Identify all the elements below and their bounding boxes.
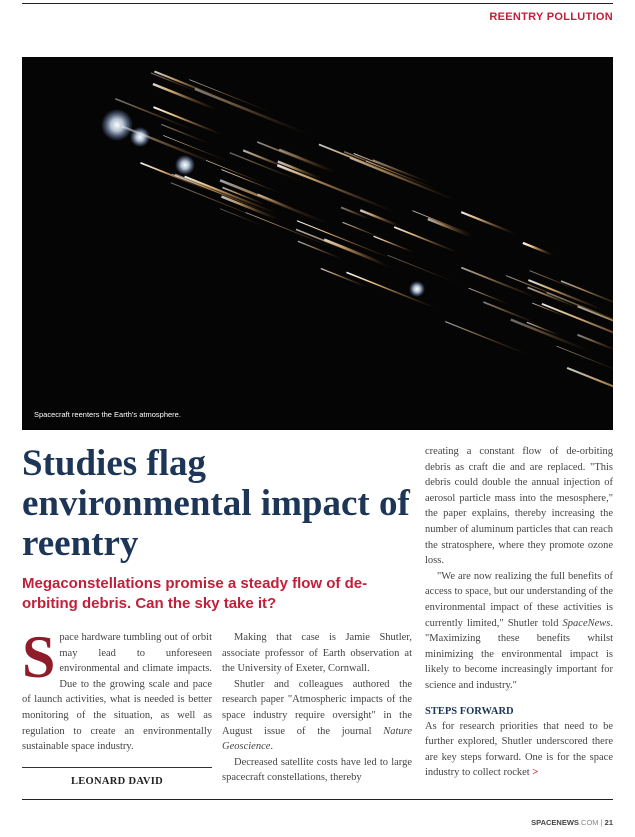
debris-streak: [277, 165, 395, 212]
debris-glow: [409, 281, 425, 297]
columns: [22, 624, 412, 787]
column-2: [222, 630, 412, 787]
debris-streak: [388, 255, 462, 285]
column-1: [22, 624, 212, 787]
page-number: 21: [604, 817, 613, 827]
debris-streak: [428, 219, 473, 237]
debris-streak: [297, 221, 393, 260]
paragraph: [222, 677, 412, 755]
debris-glow: [101, 109, 133, 141]
debris-glow: [175, 155, 195, 175]
subheadline: Megaconstellations promise a steady flow of de-orbiting debris. Can the sky take it?: [22, 575, 368, 612]
debris-streak: [469, 288, 511, 305]
lede-paragraph-container: [22, 624, 212, 755]
debris-streak: [206, 160, 264, 183]
debris-streaks: [22, 57, 613, 430]
publication-name: SpaceNews: [562, 617, 611, 629]
paragraph: [425, 719, 613, 781]
debris-streak: [523, 243, 553, 255]
paragraph-text: .: [270, 741, 274, 753]
debris-streak: [319, 144, 437, 191]
debris-streak: [296, 229, 396, 269]
debris-streak: [578, 306, 613, 349]
article: [22, 444, 613, 787]
debris-streak: [342, 222, 382, 238]
journal-title: Nature Geoscience: [222, 725, 412, 753]
lede-paragraph: pace hardware tumbling out of orbit may lead to unforeseen environmental and climate impacts. Due to the growing scale and pace of launch activities, what is needed is better monitoring of the situation, as well as regulation to create an environmentally sustainable space industry.: [22, 632, 212, 753]
debris-streak: [153, 84, 217, 110]
site-name: SPACENEWS: [531, 817, 579, 827]
column-3: [425, 444, 613, 781]
debris-streak: [374, 236, 415, 252]
debris-streak: [461, 212, 515, 234]
footer-separator: |: [598, 817, 605, 827]
paragraph-text: As for research priorities that need to be further explored, Shutler underscored there are key steps forward. One is for the space industry to collect rocket: [425, 720, 613, 779]
byline: LEONARD DAVID: [70, 775, 164, 787]
paragraph: Making that case is Jamie Shutler, associate professor of Earth observation at the University of Exeter, Cornwall.: [222, 632, 412, 675]
debris-streak: [163, 135, 230, 162]
paragraph: creating a constant flow of de-orbiting debris as craft die and are replaced. "This debris could double the annual injection of aerosol particle mass into the mesosphere," the paper explains, thereby increasing the number of aluminum particles that can reach the stratosphere, where they promote ozone loss.: [425, 446, 613, 567]
debris-streak: [153, 107, 222, 135]
reentry-photo: [22, 57, 613, 430]
debris-streak: [185, 176, 278, 213]
top-rule: [22, 3, 613, 4]
debris-streak: [154, 71, 221, 98]
photo-caption: Spacecraft reenters the Earth's atmosphere.: [34, 410, 181, 419]
debris-streak: [532, 303, 570, 318]
debris-streak: [373, 160, 432, 184]
article-left: [22, 444, 412, 787]
debris-streak: [366, 161, 438, 190]
paragraph-text: . "Maximizing these benefits whilst minimizing the environmental impact is likely to become increasingly important for science and industry.": [425, 617, 613, 691]
debris-streak: [151, 73, 198, 92]
debris-streak: [195, 89, 310, 135]
debris-streak: [258, 194, 294, 208]
headline: Studies flag environmental impact of reentry: [22, 443, 410, 564]
page-footer: [22, 818, 613, 827]
paragraph: Decreased satellite costs have led to large spacecraft constellations, thereby: [222, 756, 412, 784]
debris-streak: [344, 152, 399, 174]
byline-rule: [22, 767, 212, 768]
drop-cap: S: [22, 624, 56, 690]
paragraph: [425, 569, 613, 694]
section-label: REENTRY POLLUTION: [489, 11, 613, 23]
debris-streak: [189, 80, 275, 114]
continue-arrow-icon: >: [532, 767, 539, 779]
section-heading: STEPS FORWARD: [425, 705, 514, 717]
debris-streak: [350, 158, 459, 202]
debris-streak: [461, 268, 538, 299]
paragraph-text: Shutler and colleagues authored the research paper "Atmospheric impacts of the space industry require oversight" in the August issue of the journal: [222, 678, 412, 737]
debris-streak: [354, 153, 419, 179]
debris-streak: [567, 368, 613, 411]
debris-streak: [445, 322, 530, 356]
site-domain: .COM: [578, 817, 599, 827]
debris-glow: [130, 127, 150, 147]
paragraph-text: "We are now realizing the full benefits of access to space, but our understanding of the environmental impact of these activities is currently limited," Shutler told: [425, 570, 613, 629]
bottom-rule: [22, 799, 613, 800]
